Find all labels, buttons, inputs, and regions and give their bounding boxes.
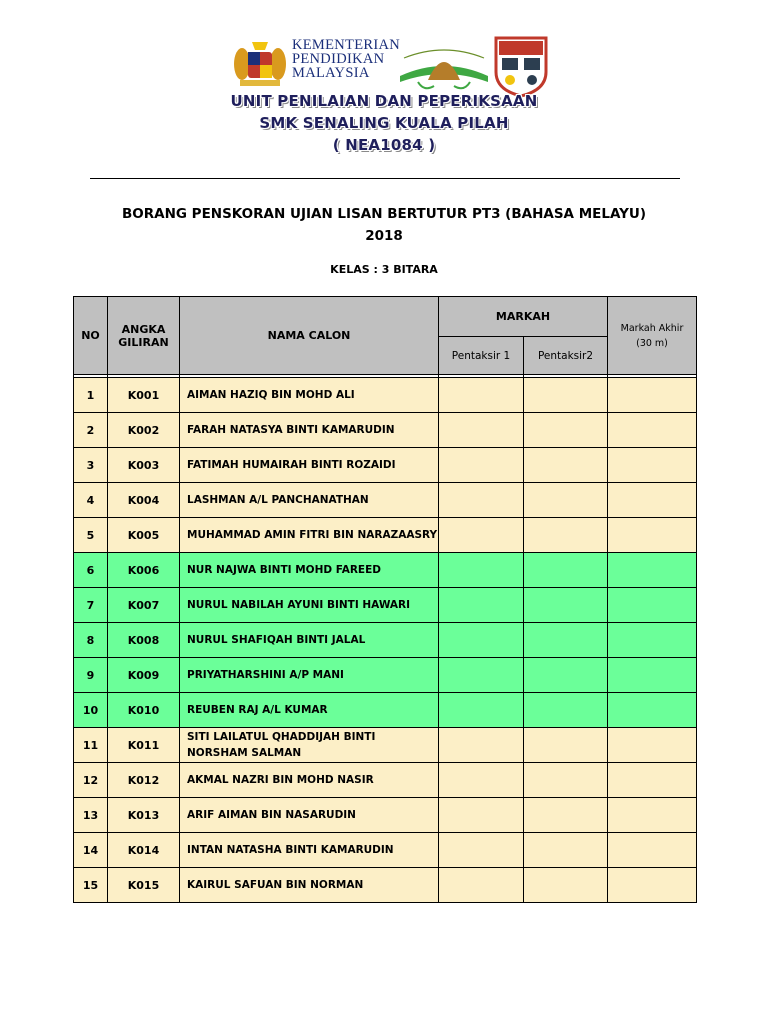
- ministry-wordmark: KEMENTERIAN PENDIDIKAN MALAYSIA: [292, 37, 401, 81]
- cell-nama-calon: FARAH NATASYA BINTI KAMARUDIN: [180, 413, 439, 448]
- header-pentaksir-2: Pentaksir2: [524, 337, 608, 375]
- cell-no: 1: [74, 378, 108, 413]
- cell-pentaksir-1[interactable]: [439, 623, 524, 658]
- cell-nama-calon: REUBEN RAJ A/L KUMAR: [180, 693, 439, 728]
- cell-no: 8: [74, 623, 108, 658]
- unit-heading: [0, 90, 768, 156]
- score-table: [73, 296, 697, 903]
- cell-angka-giliran: K008: [108, 623, 180, 658]
- cell-pentaksir-1[interactable]: [439, 518, 524, 553]
- cell-no: 2: [74, 413, 108, 448]
- cell-no: 15: [74, 868, 108, 903]
- cell-markah-akhir[interactable]: [608, 588, 697, 623]
- cell-no: 11: [74, 728, 108, 763]
- cell-pentaksir-2[interactable]: [524, 658, 608, 693]
- cell-nama-calon: NURUL NABILAH AYUNI BINTI HAWARI: [180, 588, 439, 623]
- cell-pentaksir-2[interactable]: [524, 623, 608, 658]
- table-row: [74, 693, 697, 728]
- cell-markah-akhir[interactable]: [608, 833, 697, 868]
- cell-no: 6: [74, 553, 108, 588]
- table-row: [74, 553, 697, 588]
- cell-markah-akhir[interactable]: [608, 553, 697, 588]
- cell-no: 10: [74, 693, 108, 728]
- cell-pentaksir-1[interactable]: [439, 448, 524, 483]
- cell-pentaksir-1[interactable]: [439, 833, 524, 868]
- header-markah-akhir: Markah Akhir (30 m): [608, 297, 697, 375]
- cell-markah-akhir[interactable]: [608, 483, 697, 518]
- cell-angka-giliran: K010: [108, 693, 180, 728]
- cell-pentaksir-2[interactable]: [524, 483, 608, 518]
- cell-angka-giliran: K005: [108, 518, 180, 553]
- cell-markah-akhir[interactable]: [608, 763, 697, 798]
- school-line: SMK SENALING KUALA PILAH: [259, 114, 509, 132]
- cell-markah-akhir[interactable]: [608, 798, 697, 833]
- cell-pentaksir-1[interactable]: [439, 553, 524, 588]
- table-row: [74, 378, 697, 413]
- table-row: [74, 833, 697, 868]
- cell-angka-giliran: K011: [108, 728, 180, 763]
- cell-pentaksir-1[interactable]: [439, 658, 524, 693]
- table-row: [74, 763, 697, 798]
- cell-angka-giliran: K009: [108, 658, 180, 693]
- table-row: [74, 798, 697, 833]
- cell-pentaksir-2[interactable]: [524, 693, 608, 728]
- form-title: [40, 203, 728, 247]
- cell-no: 3: [74, 448, 108, 483]
- table-row: [74, 868, 697, 903]
- cell-nama-calon: AIMAN HAZIQ BIN MOHD ALI: [180, 378, 439, 413]
- table-row: [74, 483, 697, 518]
- cell-angka-giliran: K001: [108, 378, 180, 413]
- cell-pentaksir-1[interactable]: [439, 483, 524, 518]
- cell-pentaksir-2[interactable]: [524, 868, 608, 903]
- cell-pentaksir-2[interactable]: [524, 728, 608, 763]
- cell-no: 12: [74, 763, 108, 798]
- table-row: [74, 518, 697, 553]
- table-row: [74, 413, 697, 448]
- cell-angka-giliran: K007: [108, 588, 180, 623]
- header-nama-calon: NAMA CALON: [180, 297, 439, 375]
- cell-nama-calon: INTAN NATASHA BINTI KAMARUDIN: [180, 833, 439, 868]
- cell-nama-calon: FATIMAH HUMAIRAH BINTI ROZAIDI: [180, 448, 439, 483]
- cell-markah-akhir[interactable]: [608, 413, 697, 448]
- cell-pentaksir-1[interactable]: [439, 588, 524, 623]
- header-markah: MARKAH: [439, 297, 608, 337]
- cell-pentaksir-2[interactable]: [524, 833, 608, 868]
- cell-pentaksir-2[interactable]: [524, 763, 608, 798]
- header-angka-giliran: ANGKA GILIRAN: [108, 297, 180, 375]
- cell-nama-calon: ARIF AIMAN BIN NASARUDIN: [180, 798, 439, 833]
- cell-pentaksir-1[interactable]: [439, 868, 524, 903]
- cell-pentaksir-2[interactable]: [524, 798, 608, 833]
- header-logos: [0, 30, 768, 94]
- cell-pentaksir-2[interactable]: [524, 448, 608, 483]
- form-title-line1: BORANG PENSKORAN UJIAN LISAN BERTUTUR PT3 (BAHASA MELAYU): [121, 206, 647, 222]
- cell-markah-akhir[interactable]: [608, 868, 697, 903]
- cell-nama-calon: LASHMAN A/L PANCHANATHAN: [180, 483, 439, 518]
- cell-angka-giliran: K003: [108, 448, 180, 483]
- cell-pentaksir-2[interactable]: [524, 518, 608, 553]
- school-code-line: ( NEA1084 ): [332, 136, 436, 154]
- cell-no: 4: [74, 483, 108, 518]
- cell-markah-akhir[interactable]: [608, 658, 697, 693]
- cell-angka-giliran: K014: [108, 833, 180, 868]
- cell-nama-calon: PRIYATHARSHINI A/P MANI: [180, 658, 439, 693]
- cell-markah-akhir[interactable]: [608, 623, 697, 658]
- cell-angka-giliran: K013: [108, 798, 180, 833]
- cell-nama-calon: NUR NAJWA BINTI MOHD FAREED: [180, 553, 439, 588]
- cell-nama-calon: MUHAMMAD AMIN FITRI BIN NARAZAASRY: [180, 518, 439, 553]
- cell-markah-akhir[interactable]: [608, 728, 697, 763]
- unit-line: UNIT PENILAIAN DAN PEPERIKSAAN: [230, 92, 538, 110]
- cell-pentaksir-2[interactable]: [524, 553, 608, 588]
- cell-angka-giliran: K015: [108, 868, 180, 903]
- divider-line: [90, 178, 680, 179]
- cell-angka-giliran: K002: [108, 413, 180, 448]
- lembaga-peperiksaan-logo-icon: [398, 36, 490, 94]
- cell-nama-calon: KAIRUL SAFUAN BIN NORMAN: [180, 868, 439, 903]
- cell-no: 7: [74, 588, 108, 623]
- cell-pentaksir-2[interactable]: [524, 588, 608, 623]
- cell-markah-akhir[interactable]: [608, 378, 697, 413]
- cell-pentaksir-1[interactable]: [439, 413, 524, 448]
- cell-nama-calon: AKMAL NAZRI BIN MOHD NASIR: [180, 763, 439, 798]
- table-row: [74, 728, 697, 763]
- cell-markah-akhir[interactable]: [608, 448, 697, 483]
- cell-angka-giliran: K012: [108, 763, 180, 798]
- cell-nama-calon: NURUL SHAFIQAH BINTI JALAL: [180, 623, 439, 658]
- cell-pentaksir-1[interactable]: [439, 798, 524, 833]
- cell-pentaksir-1[interactable]: [439, 378, 524, 413]
- form-title-year: 2018: [365, 228, 403, 244]
- header-no: NO: [74, 297, 108, 375]
- cell-markah-akhir[interactable]: [608, 693, 697, 728]
- header-pentaksir-1: Pentaksir 1: [439, 337, 524, 375]
- table-row: [74, 588, 697, 623]
- cell-pentaksir-2[interactable]: [524, 413, 608, 448]
- class-label: KELAS : 3 BITARA: [330, 263, 438, 276]
- cell-no: 14: [74, 833, 108, 868]
- cell-angka-giliran: K006: [108, 553, 180, 588]
- malaysia-coat-of-arms-icon: [232, 38, 288, 88]
- cell-angka-giliran: K004: [108, 483, 180, 518]
- cell-pentaksir-1[interactable]: [439, 728, 524, 763]
- cell-no: 5: [74, 518, 108, 553]
- cell-no: 9: [74, 658, 108, 693]
- cell-pentaksir-1[interactable]: [439, 763, 524, 798]
- cell-nama-calon: SITI LAILATUL QHADDIJAH BINTI NORSHAM SALMAN: [180, 728, 439, 763]
- cell-markah-akhir[interactable]: [608, 518, 697, 553]
- school-crest-icon: [494, 36, 548, 98]
- cell-pentaksir-1[interactable]: [439, 693, 524, 728]
- table-row: [74, 658, 697, 693]
- cell-pentaksir-2[interactable]: [524, 378, 608, 413]
- table-row: [74, 448, 697, 483]
- table-row: [74, 623, 697, 658]
- cell-no: 13: [74, 798, 108, 833]
